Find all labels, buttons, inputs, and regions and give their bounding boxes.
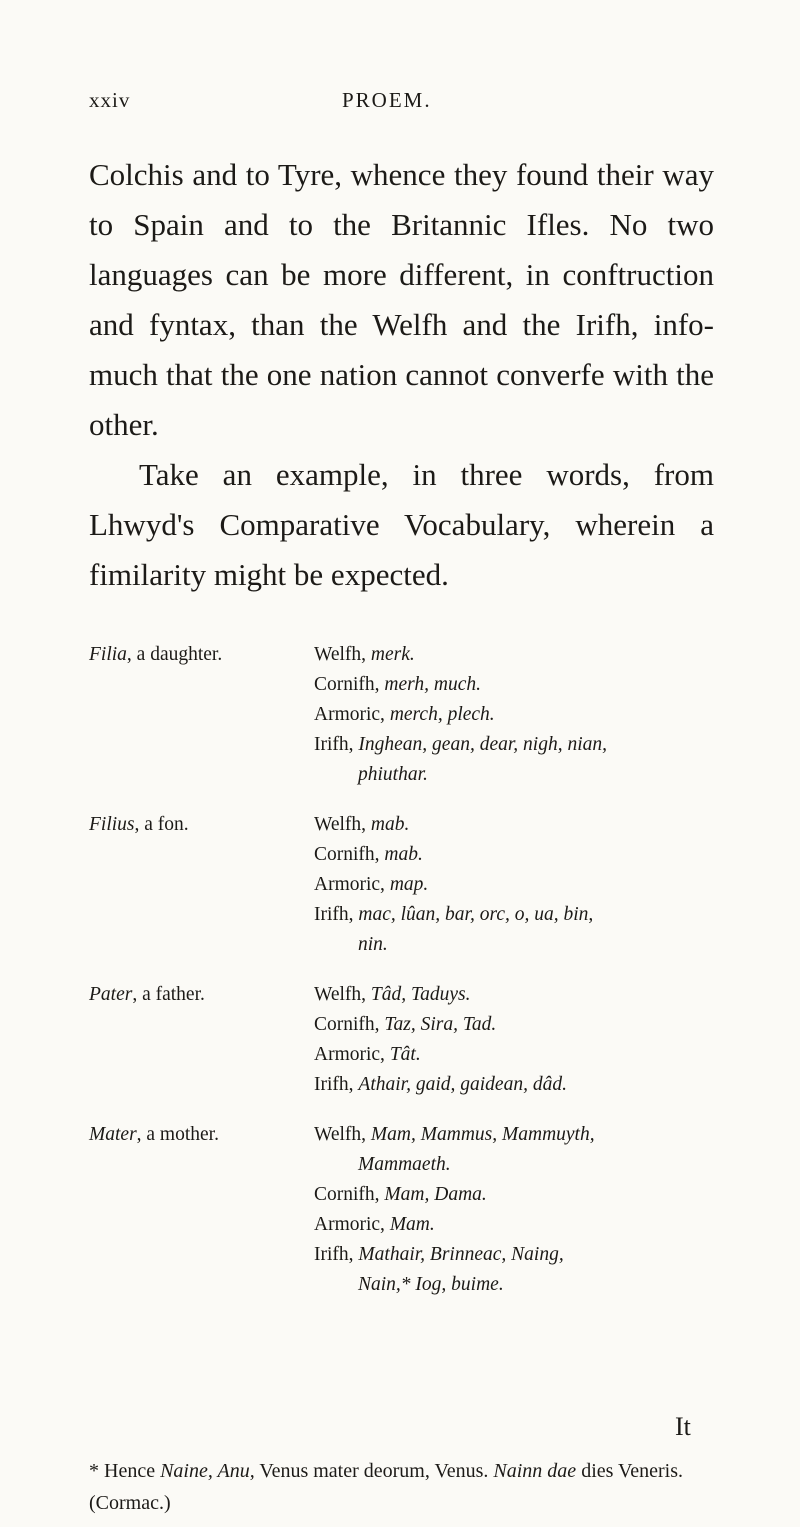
vocabulary-entry bbox=[89, 980, 779, 1100]
form-continuation: Mammaeth. bbox=[358, 1154, 451, 1175]
form-line: Irifh, Athair, gaid, gaidean, dâd. bbox=[314, 1074, 567, 1095]
form-line: Welfh, merk. bbox=[314, 644, 415, 665]
latin-term: Filia, a daughter. bbox=[89, 644, 223, 665]
form-line: Cornifh, Mam, Dama. bbox=[314, 1184, 487, 1205]
page-number: xxiv bbox=[89, 88, 131, 112]
form-line: Irifh, Mathair, Brinneac, Naing, bbox=[314, 1244, 564, 1265]
catchword: It bbox=[675, 1412, 691, 1441]
form-line: Armoric, Mam. bbox=[314, 1214, 435, 1235]
form-line: Cornifh, mab. bbox=[314, 844, 423, 865]
form-line: Irifh, mac, lûan, bar, orc, o, ua, bin, bbox=[314, 904, 594, 925]
language-forms bbox=[314, 1120, 779, 1300]
language-forms bbox=[314, 640, 779, 790]
vocabulary-list bbox=[89, 640, 779, 1300]
body-text bbox=[89, 150, 714, 600]
form-continuation: Nain,* Iog, buime. bbox=[358, 1274, 504, 1295]
footnote: * Hence Naine, Anu, Venus mater deorum, Venus. Nainn dae dies Veneris. (Cormac.) bbox=[89, 1460, 684, 1514]
page-header bbox=[89, 88, 649, 118]
vocabulary-entry bbox=[89, 1120, 779, 1300]
paragraph: Colchis and to Tyre, whence they found their way to Spain and to the Britannic Ifles. No two languages can be more different, in conftruction and fyntax, than the Welfh and the Irifh, info- much that the one nation cannot converfe with the other. bbox=[89, 157, 714, 442]
form-line: Armoric, merch, plech. bbox=[314, 704, 495, 725]
form-line: Cornifh, merh, much. bbox=[314, 674, 482, 695]
latin-term: Pater, a father. bbox=[89, 984, 205, 1005]
language-forms bbox=[314, 810, 779, 960]
form-line: Cornifh, Taz, Sira, Tad. bbox=[314, 1014, 497, 1035]
form-line: Armoric, map. bbox=[314, 874, 429, 895]
language-forms bbox=[314, 980, 779, 1100]
running-title: PROEM. bbox=[342, 88, 432, 112]
latin-term: Mater, a mother. bbox=[89, 1124, 219, 1145]
vocabulary-entry bbox=[89, 810, 779, 960]
form-line: Welfh, Tâd, Taduys. bbox=[314, 984, 471, 1005]
form-line: Welfh, mab. bbox=[314, 814, 410, 835]
form-continuation: phiuthar. bbox=[358, 764, 428, 785]
vocabulary-entry bbox=[89, 640, 779, 790]
form-line: Irifh, Inghean, gean, dear, nigh, nian, bbox=[314, 734, 608, 755]
latin-term: Filius, a fon. bbox=[89, 814, 189, 835]
form-continuation: nin. bbox=[358, 934, 388, 955]
form-line: Welfh, Mam, Mammus, Mammuyth, bbox=[314, 1124, 595, 1145]
footnote-marker: * bbox=[89, 1460, 99, 1482]
form-line: Armoric, Tât. bbox=[314, 1044, 421, 1065]
paragraph: Take an example, in three words, from Lhwyd's Comparative Vocabulary, wherein a fimilarity might be expected. bbox=[89, 457, 714, 592]
